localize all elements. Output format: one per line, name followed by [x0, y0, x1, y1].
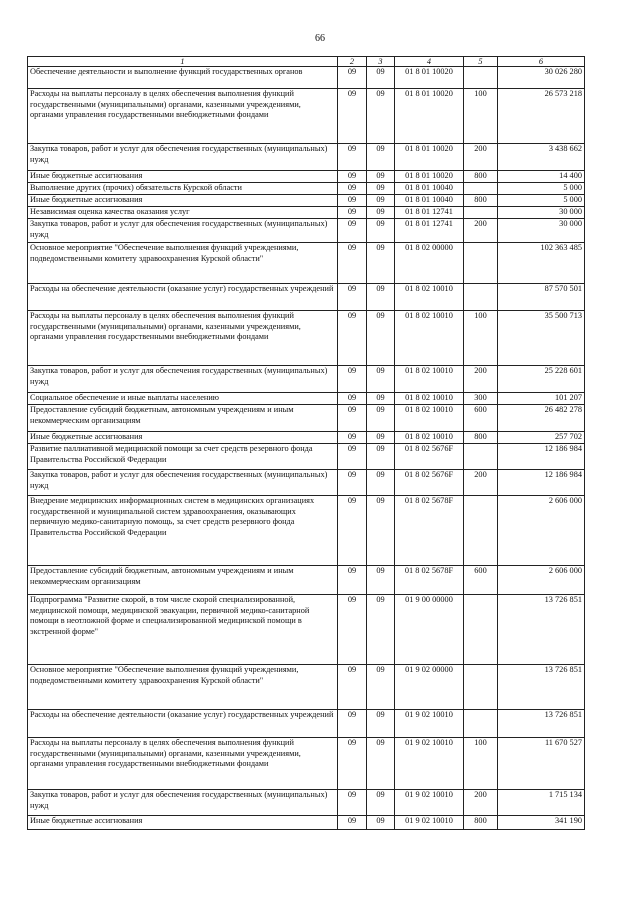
amount-cell: 13 726 851: [498, 665, 585, 710]
target-article-cell: 01 8 02 10010: [395, 432, 464, 444]
table-row: [28, 89, 585, 144]
amount-cell: 101 207: [498, 393, 585, 405]
subsection-code-cell: 09: [367, 183, 395, 195]
subsection-code-cell: 09: [367, 816, 395, 830]
amount-cell: 341 190: [498, 816, 585, 830]
target-article-cell: 01 8 02 5676F: [395, 444, 464, 470]
budget-table: [27, 56, 585, 830]
target-article-cell: 01 8 01 10040: [395, 195, 464, 207]
table-row: [28, 67, 585, 89]
expense-name-cell: Иные бюджетные ассигнования: [28, 432, 338, 444]
subsection-code-cell: 09: [367, 470, 395, 496]
expense-type-cell: [464, 710, 498, 738]
amount-cell: 3 438 662: [498, 144, 585, 171]
expense-type-cell: 800: [464, 171, 498, 183]
section-code-cell: 09: [338, 89, 367, 144]
expense-type-cell: 200: [464, 790, 498, 816]
amount-cell: 102 363 485: [498, 243, 585, 284]
expense-name-cell: Предоставление субсидий бюджетным, автономным учреждениям и иным некоммерческим организациям: [28, 405, 338, 432]
table-row: [28, 311, 585, 366]
subsection-code-cell: 09: [367, 444, 395, 470]
section-code-cell: 09: [338, 144, 367, 171]
section-code-cell: 09: [338, 311, 367, 366]
target-article-cell: 01 8 01 10020: [395, 89, 464, 144]
subsection-code-cell: 09: [367, 665, 395, 710]
expense-type-cell: [464, 595, 498, 665]
expense-type-cell: [464, 207, 498, 219]
subsection-code-cell: 09: [367, 790, 395, 816]
target-article-cell: 01 8 01 10040: [395, 183, 464, 195]
table-row: [28, 171, 585, 183]
column-header: 3: [367, 57, 395, 67]
expense-type-cell: [464, 284, 498, 311]
expense-type-cell: [464, 67, 498, 89]
table-row: [28, 207, 585, 219]
target-article-cell: 01 8 01 10020: [395, 144, 464, 171]
table-row: [28, 219, 585, 243]
expense-name-cell: Внедрение медицинских информационных систем в медицинских организациях государственной и муниципальной систем здравоохранения, оказывающих первичную медико-санитарную помощь, за счет средств резервного фонда Правительства Российской Федерации: [28, 496, 338, 566]
target-article-cell: 01 8 02 10010: [395, 284, 464, 311]
expense-type-cell: 200: [464, 470, 498, 496]
subsection-code-cell: 09: [367, 566, 395, 595]
section-code-cell: 09: [338, 195, 367, 207]
expense-type-cell: 200: [464, 366, 498, 393]
section-code-cell: 09: [338, 496, 367, 566]
subsection-code-cell: 09: [367, 243, 395, 284]
amount-cell: 2 606 000: [498, 496, 585, 566]
table-row: [28, 595, 585, 665]
expense-name-cell: Расходы на выплаты персоналу в целях обеспечения выполнения функций государственными (муниципальными) органами, казенными учреждениями, органами управления государственными внебюджетными фондами: [28, 738, 338, 790]
section-code-cell: 09: [338, 171, 367, 183]
expense-type-cell: [464, 496, 498, 566]
expense-type-cell: 300: [464, 393, 498, 405]
section-code-cell: 09: [338, 67, 367, 89]
amount-cell: 30 026 280: [498, 67, 585, 89]
expense-type-cell: 100: [464, 89, 498, 144]
amount-cell: 26 573 218: [498, 89, 585, 144]
subsection-code-cell: 09: [367, 171, 395, 183]
section-code-cell: 09: [338, 665, 367, 710]
subsection-code-cell: 09: [367, 496, 395, 566]
table-row: [28, 405, 585, 432]
subsection-code-cell: 09: [367, 710, 395, 738]
table-row: [28, 738, 585, 790]
column-header: 2: [338, 57, 367, 67]
section-code-cell: 09: [338, 432, 367, 444]
amount-cell: 30 000: [498, 219, 585, 243]
subsection-code-cell: 09: [367, 207, 395, 219]
expense-name-cell: Основное мероприятие "Обеспечение выполнения функций учреждениями, подведомственными комитету здравоохранения Курской области": [28, 243, 338, 284]
target-article-cell: 01 8 02 10010: [395, 393, 464, 405]
table-row: [28, 470, 585, 496]
subsection-code-cell: 09: [367, 405, 395, 432]
section-code-cell: 09: [338, 219, 367, 243]
amount-cell: 30 000: [498, 207, 585, 219]
target-article-cell: 01 8 02 5676F: [395, 470, 464, 496]
table-row: [28, 496, 585, 566]
amount-cell: 13 726 851: [498, 710, 585, 738]
amount-cell: 5 000: [498, 183, 585, 195]
table-row: [28, 790, 585, 816]
target-article-cell: 01 9 00 00000: [395, 595, 464, 665]
expense-name-cell: Иные бюджетные ассигнования: [28, 171, 338, 183]
table-row: [28, 366, 585, 393]
subsection-code-cell: 09: [367, 432, 395, 444]
expense-name-cell: Закупка товаров, работ и услуг для обеспечения государственных (муниципальных) нужд: [28, 366, 338, 393]
target-article-cell: 01 8 02 5678F: [395, 566, 464, 595]
subsection-code-cell: 09: [367, 738, 395, 790]
section-code-cell: 09: [338, 183, 367, 195]
expense-type-cell: 600: [464, 566, 498, 595]
expense-type-cell: 200: [464, 144, 498, 171]
table-row: [28, 144, 585, 171]
expense-type-cell: [464, 444, 498, 470]
target-article-cell: 01 9 02 00000: [395, 665, 464, 710]
expense-name-cell: Выполнение других (прочих) обязательств Курской области: [28, 183, 338, 195]
section-code-cell: 09: [338, 284, 367, 311]
section-code-cell: 09: [338, 393, 367, 405]
table-row: [28, 816, 585, 830]
expense-name-cell: Развитие паллиативной медицинской помощи за счет средств резервного фонда Правительства Российской Федерации: [28, 444, 338, 470]
expense-name-cell: Закупка товаров, работ и услуг для обеспечения государственных (муниципальных) нужд: [28, 470, 338, 496]
column-header: 6: [498, 57, 585, 67]
target-article-cell: 01 9 02 10010: [395, 738, 464, 790]
subsection-code-cell: 09: [367, 144, 395, 171]
amount-cell: 1 715 134: [498, 790, 585, 816]
subsection-code-cell: 09: [367, 393, 395, 405]
target-article-cell: 01 8 02 10010: [395, 405, 464, 432]
subsection-code-cell: 09: [367, 595, 395, 665]
column-header: 1: [28, 57, 338, 67]
expense-type-cell: [464, 243, 498, 284]
amount-cell: 257 702: [498, 432, 585, 444]
table-row: [28, 665, 585, 710]
expense-name-cell: Основное мероприятие "Обеспечение выполнения функций учреждениями, подведомственными комитету здравоохранения Курской области": [28, 665, 338, 710]
amount-cell: 35 500 713: [498, 311, 585, 366]
target-article-cell: 01 9 02 10010: [395, 790, 464, 816]
table-row: [28, 183, 585, 195]
amount-cell: 2 606 000: [498, 566, 585, 595]
expense-name-cell: Закупка товаров, работ и услуг для обеспечения государственных (муниципальных) нужд: [28, 790, 338, 816]
target-article-cell: 01 8 02 00000: [395, 243, 464, 284]
target-article-cell: 01 8 02 10010: [395, 311, 464, 366]
subsection-code-cell: 09: [367, 89, 395, 144]
section-code-cell: 09: [338, 710, 367, 738]
expense-type-cell: 100: [464, 738, 498, 790]
table-body: [28, 67, 585, 830]
section-code-cell: 09: [338, 405, 367, 432]
section-code-cell: 09: [338, 470, 367, 496]
table-row: [28, 393, 585, 405]
target-article-cell: 01 8 01 10020: [395, 171, 464, 183]
table-row: [28, 432, 585, 444]
expense-type-cell: 800: [464, 195, 498, 207]
subsection-code-cell: 09: [367, 219, 395, 243]
expense-type-cell: 800: [464, 816, 498, 830]
target-article-cell: 01 8 01 10020: [395, 67, 464, 89]
table-row: [28, 710, 585, 738]
section-code-cell: 09: [338, 243, 367, 284]
expense-name-cell: Расходы на выплаты персоналу в целях обеспечения выполнения функций государственными (муниципальными) органами, казенными учреждениями, органами управления государственными внебюджетными фондами: [28, 89, 338, 144]
amount-cell: 25 228 601: [498, 366, 585, 393]
target-article-cell: 01 8 01 12741: [395, 207, 464, 219]
amount-cell: 5 000: [498, 195, 585, 207]
target-article-cell: 01 9 02 10010: [395, 816, 464, 830]
column-header: 5: [464, 57, 498, 67]
expense-name-cell: Подпрограмма "Развитие скорой, в том числе скорой специализированной, медицинской помощи, медицинской эвакуации, первичной медико-санитарной помощи в неотложной форме и специализированной медицинской помощи в экстренной форме": [28, 595, 338, 665]
target-article-cell: 01 8 01 12741: [395, 219, 464, 243]
amount-cell: 14 400: [498, 171, 585, 183]
table-row: [28, 195, 585, 207]
expense-type-cell: 600: [464, 405, 498, 432]
table-row: [28, 284, 585, 311]
target-article-cell: 01 9 02 10010: [395, 710, 464, 738]
section-code-cell: 09: [338, 366, 367, 393]
expense-name-cell: Иные бюджетные ассигнования: [28, 816, 338, 830]
expense-name-cell: Закупка товаров, работ и услуг для обеспечения государственных (муниципальных) нужд: [28, 144, 338, 171]
expense-name-cell: Социальное обеспечение и иные выплаты населению: [28, 393, 338, 405]
expense-type-cell: 800: [464, 432, 498, 444]
expense-type-cell: [464, 183, 498, 195]
section-code-cell: 09: [338, 816, 367, 830]
subsection-code-cell: 09: [367, 366, 395, 393]
section-code-cell: 09: [338, 566, 367, 595]
column-header: 4: [395, 57, 464, 67]
amount-cell: 87 570 501: [498, 284, 585, 311]
section-code-cell: 09: [338, 595, 367, 665]
expense-name-cell: Иные бюджетные ассигнования: [28, 195, 338, 207]
table-row: [28, 566, 585, 595]
amount-cell: 11 670 527: [498, 738, 585, 790]
expense-type-cell: [464, 665, 498, 710]
table-row: [28, 444, 585, 470]
subsection-code-cell: 09: [367, 311, 395, 366]
expense-type-cell: 200: [464, 219, 498, 243]
section-code-cell: 09: [338, 738, 367, 790]
page-number: 66: [315, 33, 325, 44]
section-code-cell: 09: [338, 790, 367, 816]
expense-name-cell: Расходы на выплаты персоналу в целях обеспечения выполнения функций государственными (муниципальными) органами, казенными учреждениями, органами управления государственными внебюджетными фондами: [28, 311, 338, 366]
expense-name-cell: Независимая оценка качества оказания услуг: [28, 207, 338, 219]
amount-cell: 12 186 984: [498, 444, 585, 470]
expense-type-cell: 100: [464, 311, 498, 366]
subsection-code-cell: 09: [367, 284, 395, 311]
expense-name-cell: Расходы на обеспечение деятельности (оказание услуг) государственных учреждений: [28, 284, 338, 311]
section-code-cell: 09: [338, 207, 367, 219]
subsection-code-cell: 09: [367, 195, 395, 207]
amount-cell: 13 726 851: [498, 595, 585, 665]
expense-name-cell: Закупка товаров, работ и услуг для обеспечения государственных (муниципальных) нужд: [28, 219, 338, 243]
table-row: [28, 243, 585, 284]
target-article-cell: 01 8 02 10010: [395, 366, 464, 393]
target-article-cell: 01 8 02 5678F: [395, 496, 464, 566]
expense-name-cell: Предоставление субсидий бюджетным, автономным учреждениям и иным некоммерческим организациям: [28, 566, 338, 595]
amount-cell: 26 482 278: [498, 405, 585, 432]
section-code-cell: 09: [338, 444, 367, 470]
expense-name-cell: Обеспечение деятельности и выполнение функций государственных органов: [28, 67, 338, 89]
header-row: [28, 57, 585, 67]
amount-cell: 12 186 984: [498, 470, 585, 496]
subsection-code-cell: 09: [367, 67, 395, 89]
expense-name-cell: Расходы на обеспечение деятельности (оказание услуг) государственных учреждений: [28, 710, 338, 738]
